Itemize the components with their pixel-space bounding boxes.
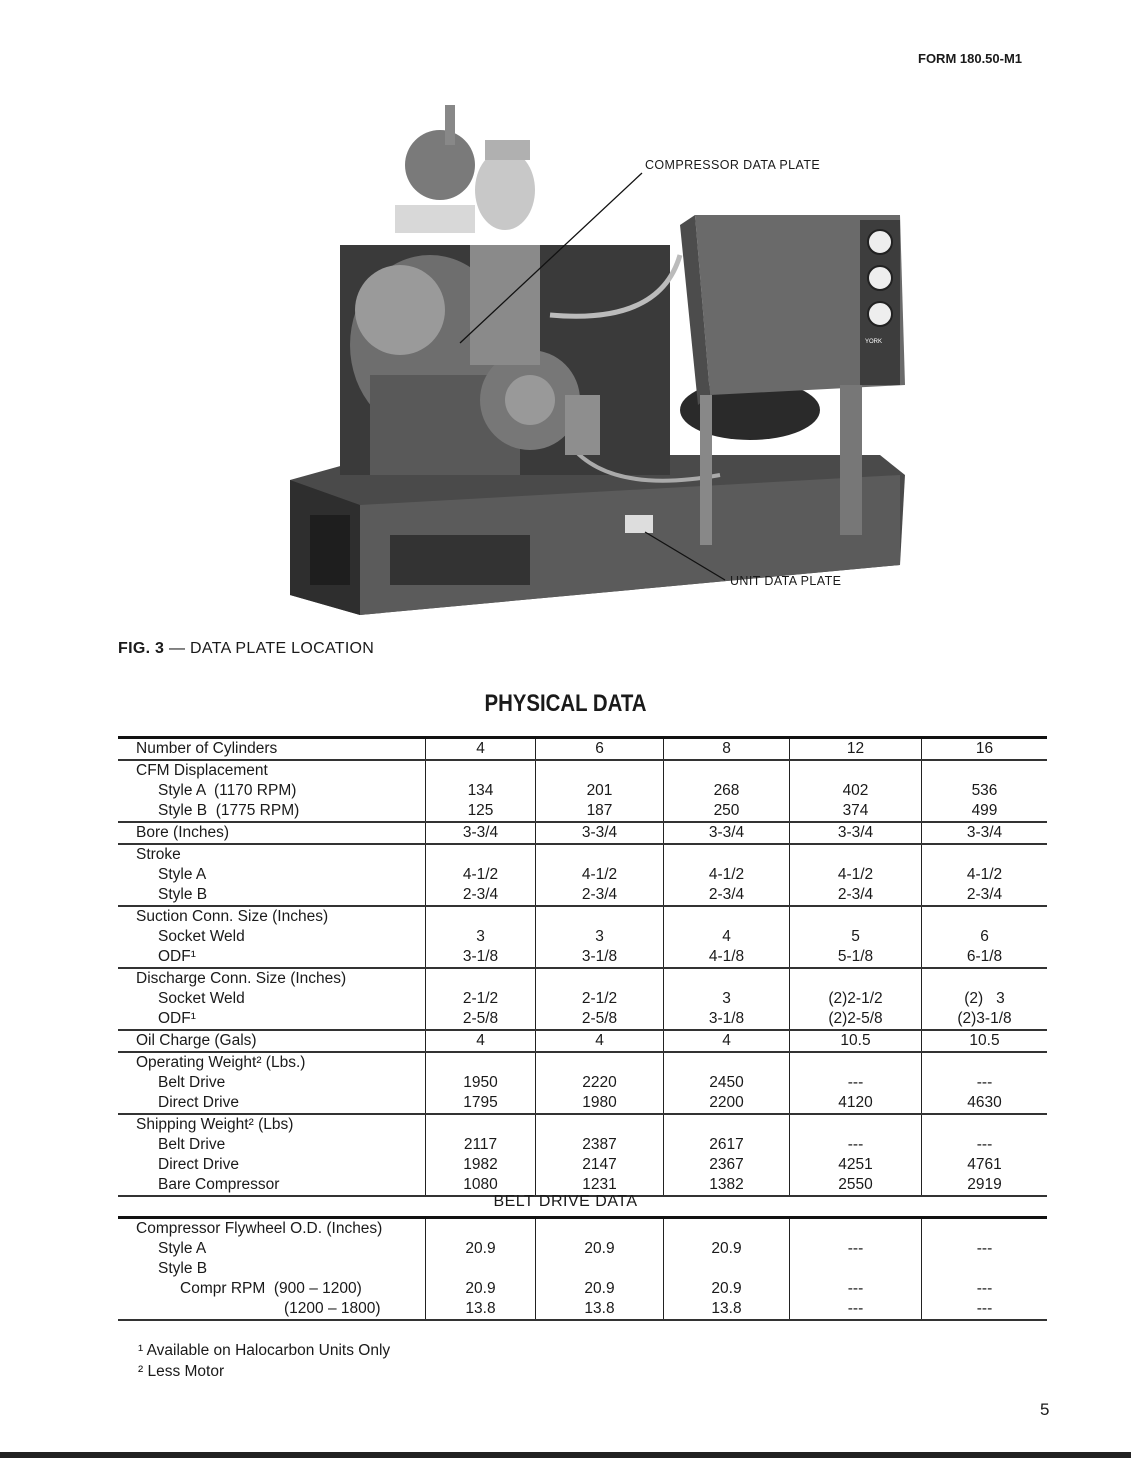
cell-value: 2220 [582,1074,617,1091]
row-label-cell [118,1219,425,1319]
value-cell [425,1219,535,1319]
cell-value [922,761,1047,781]
value-cell [663,1219,789,1319]
value-cell [535,761,663,821]
cell-value: 3-3/4 [708,824,745,841]
cell-value: --- [976,1300,993,1317]
row-label: Style A (1170 RPM) [158,782,297,799]
row-label: Style B [158,886,208,903]
value-cell [425,761,535,821]
row-label: (1200 – 1800) [284,1300,381,1317]
value-cell [921,1115,1047,1195]
value-cell [425,823,535,843]
cell-value: 20.9 [584,1280,615,1297]
cell-value: 10.5 [969,1032,1000,1049]
cell-value: 16 [975,740,994,757]
cell-value: 3-3/4 [462,824,499,841]
cell-value [790,1053,921,1073]
cell-value [536,1259,663,1279]
value-cell [425,845,535,905]
cell-value: 2-3/4 [708,886,745,903]
cell-value [922,845,1047,865]
value-cell [663,969,789,1029]
cell-value: --- [847,1280,864,1297]
value-cell [789,907,921,967]
cell-value: 1382 [709,1176,744,1193]
cell-value: --- [976,1280,993,1297]
cell-value [664,907,789,927]
value-cell [789,969,921,1029]
value-cell [663,1053,789,1113]
row-label-cell [118,823,425,843]
unit-data-plate-callout: UNIT DATA PLATE [730,574,842,588]
value-cell [789,1053,921,1113]
cell-value [536,1219,663,1239]
cell-value: 1080 [463,1176,498,1193]
row-label: Number of Cylinders [136,740,278,757]
cell-value: 4251 [838,1156,873,1173]
cell-value: 4630 [967,1094,1002,1111]
value-cell [921,739,1047,759]
cell-value: 20.9 [711,1240,742,1257]
cell-value: (2)2-5/8 [828,1010,883,1027]
cell-value [664,1219,789,1239]
row-label: Style A [158,866,207,883]
cell-value: 2450 [709,1074,744,1091]
cell-value: 2200 [709,1094,744,1111]
row-label: Style B [158,1260,208,1277]
cell-value [922,1259,1047,1279]
value-cell [663,1115,789,1195]
page-number: 5 [1040,1400,1050,1419]
cell-value: 2617 [709,1136,744,1153]
cell-value: 3-3/4 [581,824,618,841]
row-label: Style A [158,1240,207,1257]
value-cell [425,739,535,759]
row-label: Oil Charge (Gals) [136,1032,257,1049]
table-row-group [118,1053,1047,1115]
cell-value: 5-1/8 [837,948,874,965]
cell-value: 3-1/8 [708,1010,745,1027]
value-cell [789,1219,921,1319]
row-label: Operating Weight² (Lbs.) [136,1054,306,1071]
cell-value [790,1115,921,1135]
cell-value: 3 [595,928,604,945]
cell-value: 5 [851,928,860,945]
row-label: Suction Conn. Size (Inches) [136,908,329,925]
cell-value: 4761 [967,1156,1002,1173]
value-cell [921,969,1047,1029]
row-label: Style B (1775 RPM) [158,802,300,819]
cell-value [790,845,921,865]
cell-value: 2117 [463,1136,498,1153]
cell-value: 3-1/8 [462,948,499,965]
cell-value [664,761,789,781]
cell-value [664,845,789,865]
value-cell [921,761,1047,821]
value-cell [535,969,663,1029]
table-row-group [118,1219,1047,1321]
cell-value: --- [976,1074,993,1091]
cell-value: 499 [971,802,998,819]
row-label: Direct Drive [158,1156,239,1173]
footnote-1: ¹ Available on Halocarbon Units Only [138,1342,391,1359]
table-row-group [118,761,1047,823]
value-cell [789,1115,921,1195]
value-cell [921,1219,1047,1319]
row-label-cell [118,845,425,905]
cell-value: 374 [842,802,869,819]
table-row-group [118,823,1047,845]
cell-value [426,761,535,781]
cell-value [536,907,663,927]
row-label: Belt Drive [158,1074,226,1091]
row-label: Belt Drive [158,1136,226,1153]
cell-value [922,969,1047,989]
cell-value: --- [847,1136,864,1153]
cell-value: 6 [595,740,604,757]
table-row-group [118,969,1047,1031]
cell-value: 13.8 [584,1300,615,1317]
cell-value: 2-3/4 [966,886,1003,903]
row-label-cell [118,1053,425,1113]
cell-value: 4-1/2 [708,866,745,883]
cell-value: --- [847,1240,864,1257]
value-cell [425,1053,535,1113]
cell-value: 2-3/4 [581,886,618,903]
page-edge [0,1452,1131,1458]
row-label-cell [118,1031,425,1051]
cell-value [664,969,789,989]
cell-value: 3-1/8 [581,948,618,965]
cell-value: 201 [586,782,613,799]
physical-data-table [118,736,1047,1197]
form-number: FORM 180.50-M1 [918,51,1023,66]
cell-value [426,1115,535,1135]
row-label: CFM Displacement [136,762,268,779]
york-logo: YORK [865,339,883,345]
value-cell [789,845,921,905]
value-cell [921,1031,1047,1051]
cell-value: 4 [476,740,485,757]
cell-value: 2147 [582,1156,617,1173]
table-row-group [118,907,1047,969]
row-label: Shipping Weight² (Lbs) [136,1116,294,1133]
cell-value: (2) 3 [964,990,1005,1007]
row-label: Socket Weld [158,928,245,945]
cell-value: 4-1/2 [581,866,618,883]
cell-value: 4-1/2 [966,866,1003,883]
row-label: Compr RPM (900 – 1200) [180,1280,362,1297]
value-cell [663,1031,789,1051]
cell-value: 12 [846,740,865,757]
cell-value: 3-3/4 [966,824,1003,841]
cell-value: (2)2-1/2 [828,990,883,1007]
cell-value [922,1219,1047,1239]
cell-value: 4120 [838,1094,873,1111]
value-cell [425,1115,535,1195]
cell-value [536,1053,663,1073]
cell-value: 10.5 [840,1032,871,1049]
cell-value: 20.9 [465,1240,496,1257]
value-cell [921,907,1047,967]
cell-value: 250 [713,802,740,819]
cell-value: 536 [971,782,998,799]
table-row-group [118,739,1047,761]
cell-value: 2-5/8 [462,1010,499,1027]
value-cell [921,1053,1047,1113]
value-cell [425,1031,535,1051]
cell-value: 2919 [967,1176,1002,1193]
cell-value [426,1219,535,1239]
cell-value [536,969,663,989]
cell-value: 4 [476,1032,485,1049]
value-cell [425,907,535,967]
figure-title: — DATA PLATE LOCATION [164,640,375,657]
cell-value: 3 [722,990,731,1007]
row-label-cell [118,761,425,821]
cell-value [790,969,921,989]
cell-value: 3-3/4 [837,824,874,841]
row-label: Bare Compressor [158,1176,280,1193]
row-label-cell [118,739,425,759]
cell-value: 2-3/4 [837,886,874,903]
cell-value [664,1259,789,1279]
unit-data-plate [625,515,653,533]
cell-value: 1980 [582,1094,617,1111]
cell-value: 4 [722,928,731,945]
cell-value: 125 [467,802,494,819]
cell-value [664,1115,789,1135]
cell-value: 2387 [582,1136,617,1153]
cell-value [664,1053,789,1073]
cell-value [790,1219,921,1239]
value-cell [535,739,663,759]
cell-value: 6 [980,928,989,945]
cell-value [536,1115,663,1135]
value-cell [921,845,1047,905]
row-label: ODF¹ [158,948,196,965]
compressor-data-plate-callout: COMPRESSOR DATA PLATE [645,158,821,172]
cell-value [426,845,535,865]
cell-value: 2-1/2 [462,990,499,1007]
cell-value [922,1115,1047,1135]
footnote-2: ² Less Motor [138,1363,225,1380]
figure-number: FIG. 3 [118,640,165,657]
cell-value: 4 [722,1032,731,1049]
row-label: Socket Weld [158,990,245,1007]
cell-value: 402 [842,782,869,799]
cell-value [536,845,663,865]
cell-value: 13.8 [465,1300,496,1317]
cell-value: (2)3-1/8 [957,1010,1012,1027]
value-cell [535,907,663,967]
table-row-group [118,1031,1047,1053]
cell-value [426,1053,535,1073]
value-cell [921,823,1047,843]
table-row-group [118,845,1047,907]
value-cell [789,739,921,759]
value-cell [789,1031,921,1051]
value-cell [535,1219,663,1319]
cell-value: 4-1/8 [708,948,745,965]
value-cell [663,739,789,759]
value-cell [789,823,921,843]
value-cell [663,761,789,821]
cell-value: --- [976,1240,993,1257]
cell-value [426,969,535,989]
value-cell [663,845,789,905]
cell-value: 6-1/8 [966,948,1003,965]
value-cell [535,1115,663,1195]
cell-value: 1795 [463,1094,498,1111]
cell-value: --- [847,1074,864,1091]
cell-value: 268 [713,782,740,799]
value-cell [425,969,535,1029]
cell-value: 2550 [838,1176,873,1193]
value-cell [535,1031,663,1051]
compressor-unit-photo [280,95,920,625]
cell-value: 2-1/2 [581,990,618,1007]
cell-value: 2367 [709,1156,744,1173]
cell-value: 4 [595,1032,604,1049]
cell-value [536,761,663,781]
cell-value: --- [847,1300,864,1317]
row-label: Direct Drive [158,1094,239,1111]
cell-value: 2-3/4 [462,886,499,903]
cell-value: 20.9 [584,1240,615,1257]
cell-value: 20.9 [465,1280,496,1297]
value-cell [663,823,789,843]
cell-value: 187 [586,802,613,819]
value-cell [663,907,789,967]
value-cell [535,1053,663,1113]
cell-value: --- [976,1136,993,1153]
physical-data-title: PHYSICAL DATA [484,690,647,717]
cell-value: 2-5/8 [581,1010,618,1027]
cell-value: 4-1/2 [462,866,499,883]
cell-value [790,761,921,781]
cell-value [426,1259,535,1279]
row-label-cell [118,1115,425,1195]
cell-value: 1982 [463,1156,498,1173]
cell-value: 20.9 [711,1280,742,1297]
cell-value: 1231 [582,1176,617,1193]
cell-value [922,1053,1047,1073]
row-label-cell [118,969,425,1029]
cell-value: 4-1/2 [837,866,874,883]
cell-value: 3 [476,928,485,945]
value-cell [535,823,663,843]
value-cell [789,761,921,821]
cell-value: 8 [722,740,731,757]
row-label: Discharge Conn. Size (Inches) [136,970,347,987]
figure-caption [118,640,374,658]
cell-value [922,907,1047,927]
row-label: Bore (Inches) [136,824,230,841]
cell-value [790,907,921,927]
belt-drive-data-table [118,1216,1047,1321]
row-label: Compressor Flywheel O.D. (Inches) [136,1220,383,1237]
cell-value: 134 [467,782,494,799]
value-cell [535,845,663,905]
cell-value: 1950 [463,1074,498,1091]
cell-value: 13.8 [711,1300,742,1317]
belt-drive-data-title: BELT DRIVE DATA [493,1193,638,1210]
table-row-group [118,1115,1047,1197]
row-label: Stroke [136,846,181,863]
row-label-cell [118,907,425,967]
row-label: ODF¹ [158,1010,196,1027]
cell-value [790,1259,921,1279]
cell-value [426,907,535,927]
